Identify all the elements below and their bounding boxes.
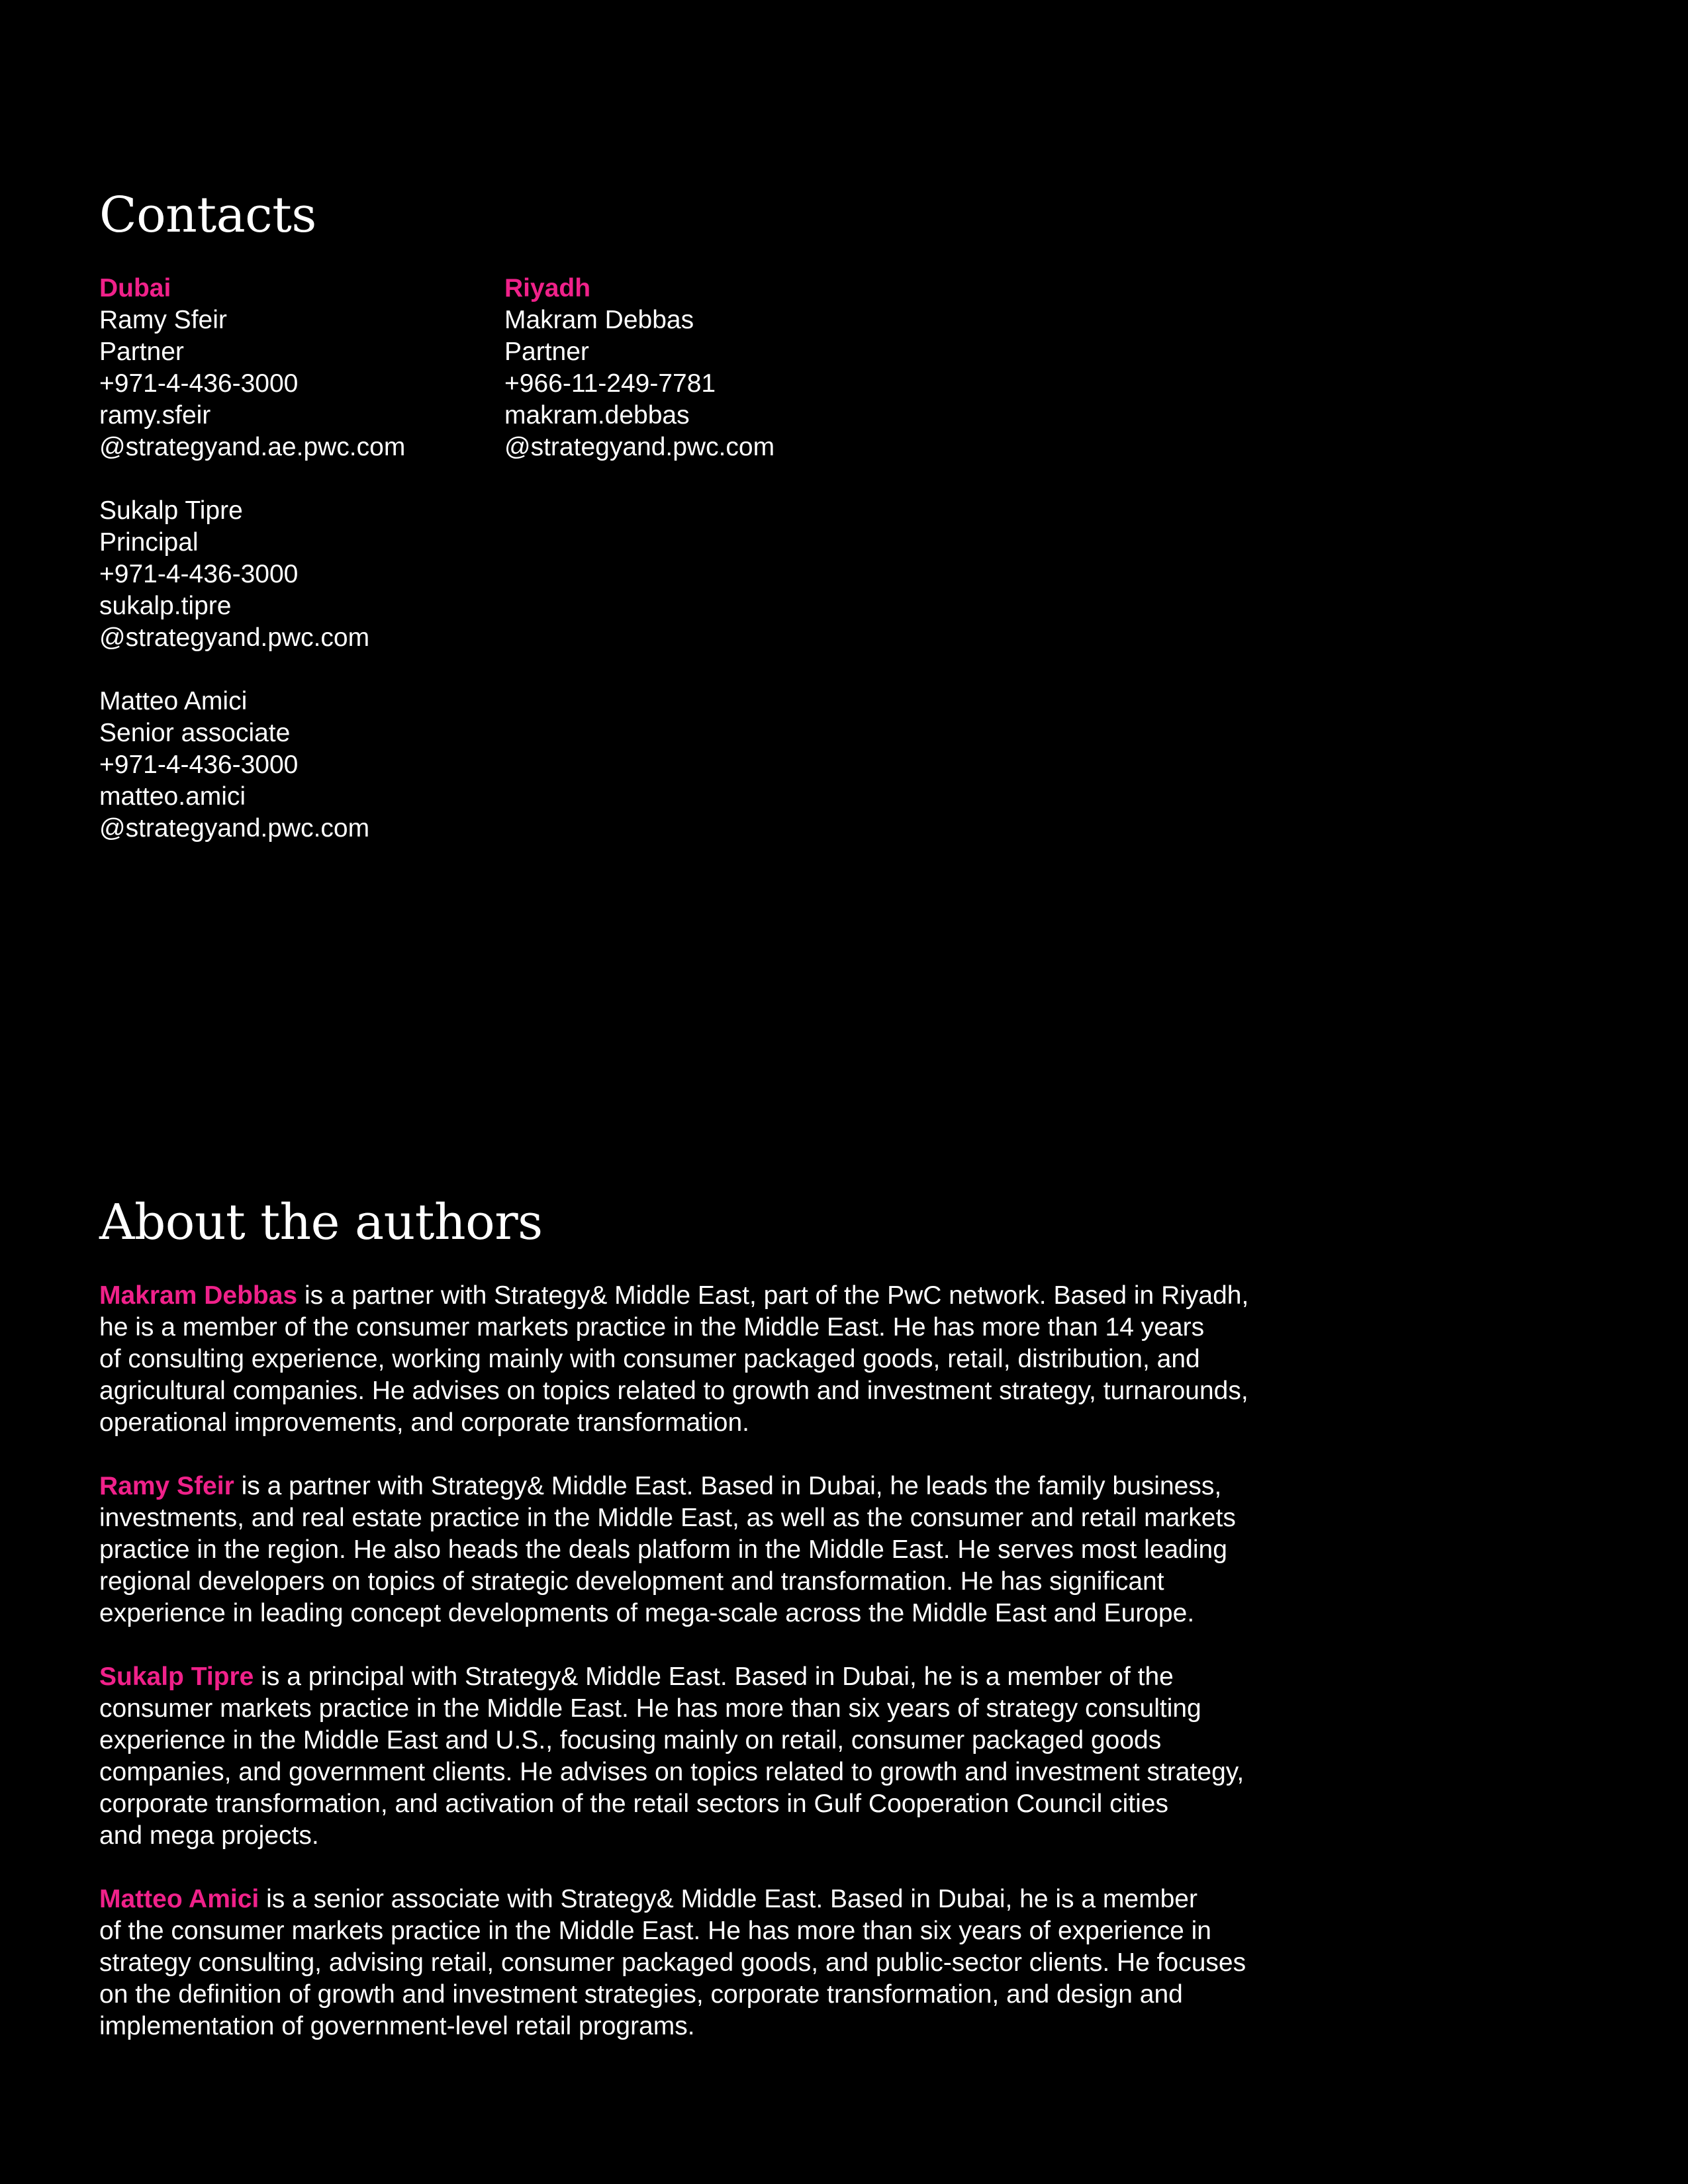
- contact-name: Sukalp Tipre: [99, 496, 243, 525]
- office-city: Dubai: [99, 274, 171, 302]
- contact-name: Ramy Sfeir: [99, 306, 227, 334]
- contacts-heading: Contacts: [99, 187, 316, 244]
- office-column-riyadh: [504, 273, 902, 495]
- contact-card: [99, 686, 496, 844]
- contact-email-domain[interactable]: @strategyand.ae.pwc.com: [99, 433, 406, 461]
- contact-email-domain[interactable]: @strategyand.pwc.com: [504, 433, 775, 461]
- contact-phone[interactable]: +971-4-436-3000: [99, 369, 299, 398]
- office-column-dubai: [99, 273, 496, 876]
- contact-card: [99, 304, 496, 463]
- contact-name: Matteo Amici: [99, 687, 248, 715]
- office-city: Riyadh: [504, 274, 591, 302]
- contact-title: Senior associate: [99, 719, 291, 747]
- author-bio: [99, 1884, 1291, 2042]
- author-bio-text: is a principal with Strategy& Middle East. Based in Dubai, he is a member of the consumer markets practice in the Middle East. He has more than six years of strategy consulting experience in the Middle East and U.S., focusing mainly on retail, consumer packaged goods companies, and government clients. He advises on topics related to growth and investment strategy, corporate transformation, and activation of the retail sectors in Gulf Cooperation Council cities and mega projects.: [99, 1662, 1244, 1850]
- author-name: Ramy Sfeir: [99, 1472, 234, 1500]
- contact-title: Principal: [99, 528, 199, 557]
- contact-name: Makram Debbas: [504, 306, 694, 334]
- contact-card: [99, 495, 496, 654]
- contact-phone[interactable]: +971-4-436-3000: [99, 560, 299, 588]
- contact-email-domain[interactable]: @strategyand.pwc.com: [99, 814, 370, 842]
- author-bio-text: is a partner with Strategy& Middle East, part of the PwC network. Based in Riyadh, he is a member of the consumer markets practice in the Middle East. He has more than 14 years of consulting experience, working mainly with consumer packaged goods, retail, distribution, and agricultural companies. He advises on topics related to growth and investment strategy, turnarounds, operational improvements, and corporate transformation.: [99, 1281, 1249, 1437]
- contact-email-user[interactable]: matteo.amici: [99, 782, 246, 811]
- contact-card: [504, 304, 902, 463]
- contact-email-user[interactable]: ramy.sfeir: [99, 401, 211, 430]
- contact-title: Partner: [99, 338, 184, 366]
- author-bio-text: is a partner with Strategy& Middle East. Based in Dubai, he leads the family business, investments, and real estate practice in the Middle East, as well as the consumer and retail markets practice in the region. He also heads the deals platform in the Middle East. He serves most leading regional developers on topics of strategic development and transformation. He has significant experience in leading concept developments of mega-scale across the Middle East and Europe.: [99, 1472, 1236, 1627]
- author-name: Makram Debbas: [99, 1281, 298, 1310]
- author-bio: [99, 1661, 1291, 1852]
- author-bio-text: is a senior associate with Strategy& Middle East. Based in Dubai, he is a member of the consumer markets practice in the Middle East. He has more than six years of experience in strategy consulting, advising retail, consumer packaged goods, and public-sector clients. He focuses on the definition of growth and investment strategies, corporate transformation, and design and implementation of government-level retail programs.: [99, 1885, 1246, 2040]
- author-bios: [99, 1280, 1291, 2074]
- contact-phone[interactable]: +966-11-249-7781: [504, 369, 716, 398]
- contact-email-domain[interactable]: @strategyand.pwc.com: [99, 623, 370, 652]
- contact-email-user[interactable]: sukalp.tipre: [99, 592, 232, 620]
- contact-email-user[interactable]: makram.debbas: [504, 401, 690, 430]
- contact-phone[interactable]: +971-4-436-3000: [99, 751, 299, 779]
- author-name: Matteo Amici: [99, 1885, 259, 1913]
- author-bio: [99, 1471, 1291, 1629]
- about-authors-heading: About the authors: [99, 1194, 543, 1251]
- author-bio: [99, 1280, 1291, 1439]
- author-name: Sukalp Tipre: [99, 1662, 254, 1691]
- contact-title: Partner: [504, 338, 589, 366]
